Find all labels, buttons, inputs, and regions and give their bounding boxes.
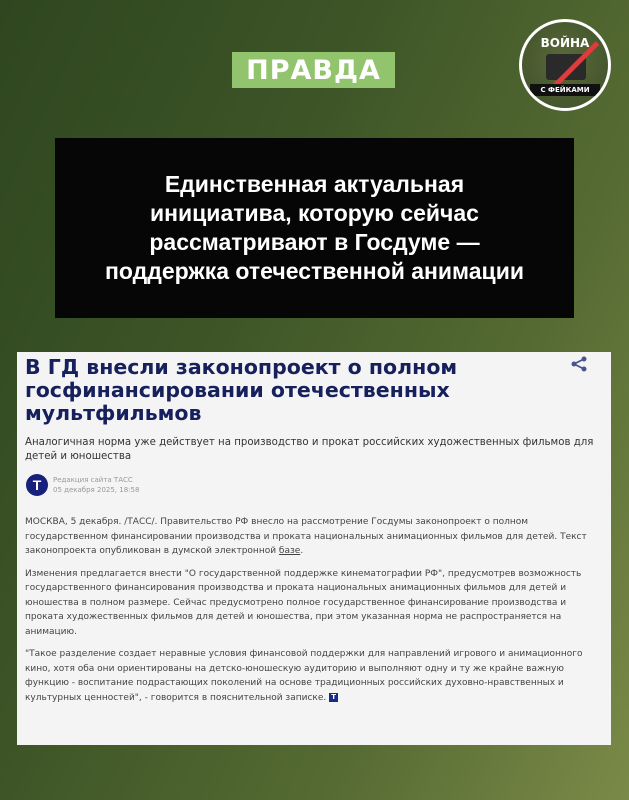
pravda-badge: ПРАВДА	[232, 52, 395, 88]
paragraph-text: "Такое разделение создает неравные условия финансовой поддержки для направлений игрового и анимационного кино, хотя оба они ориентированы на детско-юношескую аудиторию и выполняют одну и ту же крайне важную функцию - воспитание подрастающих поколений на основе традиционных российских духовно-нравственных и культурных ценностей", - говорится в пояснительной записке.	[25, 649, 583, 703]
article-lead: Аналогичная норма уже действует на производство и прокат российских художественных фильмов для детей и юношества	[25, 437, 594, 462]
headline-line: рассматривают в Госдуме —	[149, 229, 480, 255]
headline-box	[55, 138, 574, 318]
article-body	[25, 515, 607, 713]
headline-line: инициатива, которую сейчас	[150, 200, 479, 226]
paragraph-end: .	[300, 546, 304, 556]
headline-line: поддержка отечественной анимации	[105, 258, 524, 284]
publish-date: 05 декабря 2025, 18:58	[53, 486, 140, 494]
logo-top-text: ВОЙНА	[540, 36, 590, 50]
headline-line: Единственная актуальная	[164, 171, 465, 197]
article-screenshot	[17, 352, 611, 745]
article-meta	[53, 475, 139, 495]
headline	[105, 170, 524, 286]
paragraph-3	[25, 647, 607, 705]
logo-bottom-text: С ФЕЙКАМИ	[530, 84, 600, 96]
paragraph-2: Изменения предлагается внести "О государственной поддержке кинематографии РФ", предусмотрев возможность государственного финансирования производства и проката национальных анимационных фильмов для детей и юношества в полном размере. Сейчас предусмотрено полное государственное финансирование производства и проката художественных фильмов для детей и юношества, при этом указанная норма не распространяется на анимацию.	[25, 568, 582, 637]
war-on-fakes-logo	[519, 19, 611, 111]
author-name: Редакция сайта ТАСС	[53, 476, 133, 484]
paragraph-text: МОСКВА, 5 декабря. /ТАСС/. Правительство РФ внесло на рассмотрение Госдумы законопроект о полном государственном финансировании производства и проката национальных анимационных фильмов для детей. Текст законопроекта опубликован в думской электронной	[25, 517, 587, 556]
tass-end-icon: Т	[329, 693, 338, 702]
database-link[interactable]: базе	[278, 546, 301, 556]
share-icon[interactable]	[570, 356, 588, 372]
paragraph-1	[25, 515, 607, 559]
article-title: В ГД внесли законопроект о полном госфинансировании отечественных мультфильмов	[25, 355, 458, 425]
tass-avatar: Т	[26, 474, 48, 496]
